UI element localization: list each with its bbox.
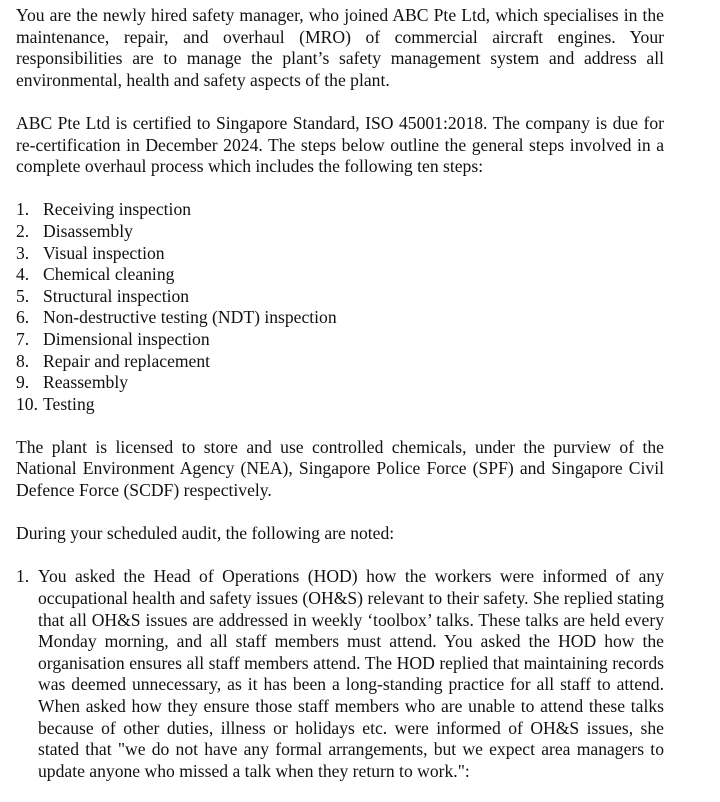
license-paragraph: The plant is licensed to store and use controlled chemicals, under the purview of the National Environment Agency (NEA), Singapore Police Force (SPF) and Singapore Civil Defence Force (SCDF) respectively. [16, 436, 664, 501]
list-item: 9. Reassembly [16, 372, 129, 393]
list-item: 4. Chemical cleaning [16, 264, 175, 285]
list-item: 10. Testing [16, 393, 95, 414]
intro-paragraph-2: ABC Pte Ltd is certified to Singapore Standard, ISO 45001:2018. The company is due for re-certification in December 2024. The steps below outline the general steps involved in a complete overhaul process which includes the following ten steps: [16, 112, 664, 177]
list-item: 5. Structural inspection [16, 285, 190, 306]
list-item: 7. Dimensional inspection [16, 328, 210, 349]
finding-item: 1. You asked the Head of Operations (HOD) how the workers were informed of any occupational health and safety issues (OH&S) relevant to their safety. She replied stating that all OH&S issues are addressed in weekly ‘toolbox’ talks. These talks are held every Monday morning, and all staff members must attend. You asked the HOD how the organisation ensures all staff members attend. The HOD replied that maintaining records was deemed unnecessary, as it has been a long-standing practice for all staff to attend. When asked how they ensure those staff members who are unable to attend these talks because of other duties, illness or holidays etc. were informed of OH&S issues, she stated that "we do not have any formal arrangements, but we expect area managers to update anyone who missed a talk when they return to work.": [16, 566, 664, 781]
list-item: 1. Receiving inspection [16, 199, 192, 220]
list-item: 6. Non-destructive testing (NDT) inspection [16, 307, 337, 328]
overhaul-steps-list [16, 199, 664, 415]
audit-intro: During your scheduled audit, the following are noted: [16, 523, 395, 544]
intro-paragraph-1: You are the newly hired safety manager, who joined ABC Pte Ltd, which specialises in the maintenance, repair, and overhaul (MRO) of commercial aircraft engines. Your responsibilities are to manage the plant’s safety management system and address all environmental, health and safety aspects of the plant. [16, 5, 664, 90]
list-item: 2. Disassembly [16, 220, 133, 241]
list-item: 3. Visual inspection [16, 242, 165, 263]
list-item: 8. Repair and replacement [16, 350, 211, 371]
audit-findings-list [16, 566, 664, 782]
